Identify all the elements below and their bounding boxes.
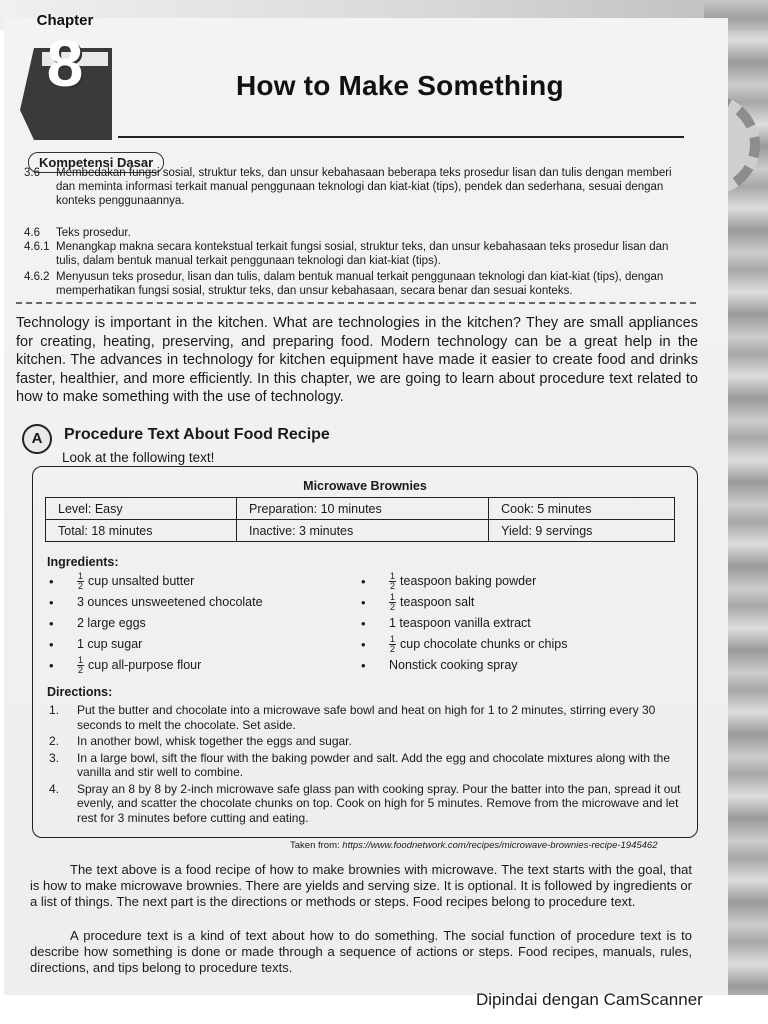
table-cell: Yield: 9 servings: [489, 520, 675, 542]
step-number: 4.: [49, 781, 60, 796]
chapter-number: 8: [46, 26, 84, 100]
table-cell: Preparation: 10 minutes: [237, 498, 489, 520]
fraction-numerator: • 1: [390, 634, 396, 645]
step-number: 1.: [49, 703, 60, 717]
recipe-box: [32, 466, 698, 838]
kompetensi-item: [24, 226, 694, 240]
ingredient-text: teaspoon baking powder: [400, 574, 537, 588]
ingredient-item: [47, 613, 347, 634]
intro-paragraph: Technology is important in the kitchen. What are technologies in the kitchen? They are small appliances for creating, heating, preserving, and preparing food. Modern technology can be a great help in the kitchen. The advances in technology for kitchen equipment have made it easier to create food and drinks faster, healthier, and more efficiently. In this chapter, we are going to learn about procedure text related to how to make something with the use of technology.: [16, 315, 698, 405]
title-divider: [118, 136, 684, 138]
section-badge: A: [22, 424, 52, 454]
recipe-info-table: [45, 497, 675, 542]
ingredient-item: [47, 634, 347, 655]
kompetensi-title: Kompetensi Dasar: [28, 152, 164, 173]
fraction-denominator: 2: [390, 602, 396, 613]
fraction-numerator: • 1: [390, 571, 396, 582]
ingredient-text: teaspoon salt: [400, 595, 475, 609]
section-title: Procedure Text About Food Recipe: [64, 426, 330, 443]
scanner-watermark: Dipindai dengan CamScanner: [476, 990, 703, 1009]
table-cell: Cook: 5 minutes: [489, 498, 675, 520]
table-cell: Level: Easy: [46, 498, 237, 520]
ingredient-text: 2 large eggs: [77, 616, 146, 630]
ingredient-item: [359, 634, 659, 655]
ingredient-text: cup unsalted butter: [88, 574, 195, 588]
kompetensi-number: 3.6: [24, 167, 40, 179]
ingredient-text: 1 cup sugar: [77, 637, 143, 651]
kompetensi-text: Teks prosedur.: [56, 227, 131, 239]
table-row: [46, 520, 675, 542]
ingredient-text: 1 teaspoon vanilla extract: [389, 616, 531, 630]
table-row: [46, 498, 675, 520]
step-number: 2.: [49, 734, 60, 748]
page-title: How to Make Something: [236, 70, 564, 101]
ingredient-item: [47, 655, 347, 676]
fraction: [389, 593, 396, 612]
chapter-label: Chapter: [36, 12, 94, 29]
ingredient-item: [359, 613, 659, 634]
kompetensi-text: Menangkap makna secara kontekstual terkait fungsi sosial, struktur teks, dan unsur kebahasaan teks prosedur lisan dan tulis, dalam bentuk manual terkait penggunaan teknologi dan kiat-kiat (tips).: [56, 241, 669, 267]
source-label: Taken from:: [290, 840, 343, 851]
kompetensi-item: [24, 270, 694, 298]
fraction-denominator: 2: [78, 665, 84, 676]
fraction: [389, 635, 396, 654]
directions-title: Directions:: [47, 685, 113, 699]
kompetensi-text: Membedakan fungsi sosial, struktur teks, dan unsur kebahasaan beberapa teks prosedur lisan dan tulis dengan memberi dan meminta informasi terkait manual penggunaan teknologi dan kiat-kiat (tips), pendek dan sederhana, sesuai dengan konteks penggunaannya.: [56, 167, 672, 207]
kompetensi-number: 4.6.1: [24, 241, 50, 253]
directions-list: [47, 703, 683, 827]
section-instruction: Look at the following text!: [62, 450, 215, 465]
ingredient-text: 3 ounces unsweetened chocolate: [77, 595, 263, 609]
ingredient-item: [47, 592, 347, 613]
ingredients-list-right: [359, 571, 659, 676]
ingredients-title: Ingredients:: [47, 555, 119, 569]
kompetensi-number: 4.6.2: [24, 271, 50, 283]
table-cell: Inactive: 3 minutes: [237, 520, 489, 542]
recipe-title: Microwave Brownies: [303, 479, 427, 493]
ingredients-list-left: [47, 571, 347, 676]
ingredient-item: [359, 571, 659, 592]
step-text: Spray an 8 by 8 by 2-inch microwave safe glass pan with cooking spray. Pour the batter into the pan, spread it out evenly, and scatter the chocolate chunks on top. Cook on high for 5 minutes. Remove from the microwave and let rest for 3 minutes before cutting and eating.: [77, 781, 681, 825]
fraction-denominator: 2: [390, 581, 396, 592]
body-paragraph: The text above is a food recipe of how to make brownies with microwave. The text starts with the goal, that is how to make microwave brownies. There are yields and serving size. It is optional. It is followed by ingredients or a list of things. The next part is the directions or methods or steps. Food recipes belong to procedure text.: [30, 862, 692, 909]
fraction-numerator: • 1: [78, 571, 84, 582]
fraction-numerator: • 1: [78, 655, 84, 666]
table-cell: Total: 18 minutes: [46, 520, 237, 542]
step-text: In another bowl, whisk together the eggs and sugar.: [77, 734, 352, 748]
fraction-denominator: 2: [390, 644, 396, 655]
step-text: Put the butter and chocolate into a microwave safe bowl and heat on high for 1 to 2 minutes, stirring every 30 seconds to melt the chocolate. Set aside.: [77, 703, 656, 732]
step-number: 3.: [49, 750, 60, 765]
ingredient-item: [359, 655, 659, 676]
fraction: [389, 572, 396, 591]
source-url: https://www.foodnetwork.com/recipes/microwave-brownies-recipe-1945462: [342, 840, 658, 851]
direction-step: [47, 782, 683, 826]
source-citation: [290, 840, 658, 851]
fraction: [77, 656, 84, 675]
ingredient-item: [47, 571, 347, 592]
direction-step: [47, 703, 683, 732]
direction-step: [47, 751, 683, 780]
kompetensi-item: [24, 166, 694, 208]
fraction-numerator: • 1: [390, 592, 396, 603]
ingredient-text: cup chocolate chunks or chips: [400, 637, 568, 651]
step-text: In a large bowl, sift the flour with the baking powder and salt. Add the egg and chocolate mixtures along with the vanilla and stir well to combine.: [77, 750, 671, 779]
fraction-denominator: 2: [78, 581, 84, 592]
kompetensi-item: [24, 240, 694, 268]
fraction: [77, 572, 84, 591]
ingredient-item: [359, 592, 659, 613]
kompetensi-text: Menyusun teks prosedur, lisan dan tulis, dalam bentuk manual terkait penggunaan teknologi dan kiat-kiat (tips), dengan memperhatikan fungsi sosial, struktur teks, dan unsur kebahasaan, secara benar dan sesuai konteks.: [56, 271, 664, 297]
ingredient-text: Nonstick cooking spray: [389, 658, 518, 672]
body-paragraph: A procedure text is a kind of text about how to do something. The social function of procedure text is to describe how something is done or made through a sequence of actions or steps. Food recipes, manuals, rules, directions, and tips belong to procedure texts.: [30, 928, 692, 975]
kompetensi-number: 4.6: [24, 227, 40, 239]
direction-step: [47, 734, 683, 749]
ingredient-text: cup all-purpose flour: [88, 658, 202, 672]
